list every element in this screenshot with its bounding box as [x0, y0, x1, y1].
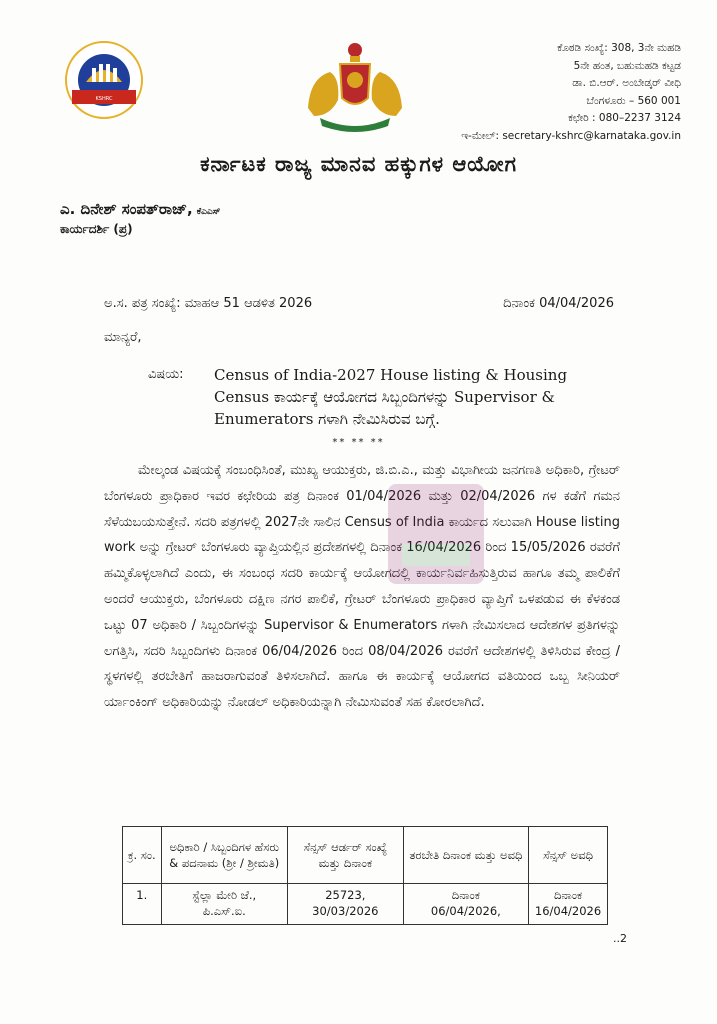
header-serial: ಕ್ರ. ಸಂ.	[123, 827, 162, 884]
address-line: ಬೆಂಗಳೂರು – 560 001	[586, 94, 681, 107]
address-email[interactable]: ಇ-ಮೇಲ್: secretary-kshrc@karnataka.gov.in	[461, 129, 681, 142]
address-line: ಡಾ. ಬಿ.ಆರ್. ಅಂಬೇಡ್ಕರ್ ವೀಧಿ	[572, 77, 681, 89]
letter-reference: ಅ.ಸ. ಪತ್ರ ಸಂಖ್ಯೆ: ಮಾಹಆ 51 ಆಡಳಿತ 2026	[104, 296, 313, 311]
address-line: 5ನೇ ಹಂತ, ಬಹುಮಹಡಿ ಕಟ್ಟಡ	[573, 59, 681, 72]
training-label: ದಿನಾಂಕ	[451, 888, 480, 902]
order-number: 25723,	[325, 888, 366, 902]
cell-order	[288, 884, 404, 925]
reference-line	[104, 296, 614, 311]
letter-date: ದಿನಾಂಕ 04/04/2026	[503, 296, 614, 311]
page-continuation: ..2	[613, 932, 627, 945]
subject-text: Census of India-2027 House listing & Housing Census ಕಾರ್ಯಕ್ಕೆ ಆಯೋಗದ ಸಿಬ್ಬಂದಿಗಳನ್ನು Supervisor & Enumerators ಗಳಾಗಿ ನೇಮಿಸಿರುವ ಬಗ್ಗೆ.	[214, 366, 568, 428]
header-census: ಸೆನ್ಸಸ್ ಅವಧಿ	[529, 827, 608, 884]
officer-block	[60, 200, 220, 237]
census-label: ದಿನಾಂಕ	[553, 888, 583, 902]
letter-body: ಮೇಲ್ಕಂಡ ವಿಷಯಕ್ಕೆ ಸಂಬಂಧಿಸಿಂತೆ, ಮುಖ್ಯ ಆಯುಕ್ತರು, ಜಿ.ಬಿ.ಎ., ಮತ್ತು ವಿಭಾಗೀಯ ಜನಗಣತಿ ಅಧಿಕಾರಿ, ಗ್ರೇಟರ್ ಬೆಂಗಳೂರು ಪ್ರಾಧಿಕಾರ ಇವರ ಕಛೇರಿಯ ಪತ್ರ ದಿನಾಂಕ 01/04/2026 ಮತ್ತು 02/04/2026 ಗಳ ಕಡೆಗೆ ಗಮನ ಸೆಳೆಯಬಯಸುತ್ತೇನೆ. ಸದರಿ ಪತ್ರಗಳಲ್ಲಿ 2027ನೇ ಸಾಲಿನ Census of India ಕಾರ್ಯದ ಸಲುವಾಗಿ House listing work ಅನ್ನು ಗ್ರೇಟರ್ ಬೆಂಗಳೂರು ವ್ಯಾಪ್ತಿಯಲ್ಲಿನ ಪ್ರದೇಶಗಳಲ್ಲಿ ದಿನಾಂಕ 16/04/2026 ರಿಂದ 15/05/2026 ರವರೆಗೆ ಹಮ್ಮಿಕೊಳ್ಳಲಾಗಿದೆ ಎಂದು, ಈ ಸಂಬಂಧ ಸದರಿ ಕಾರ್ಯಕ್ಕೆ ಆಯೋಗದಲ್ಲಿ ಕಾರ್ಯನಿರ್ವಹಿಸುತ್ತಿರುವ ಹಾಗೂ ತಮ್ಮ ಪಾಲಿಕೆಗೆ ಅಂದರೆ ಆಯುಕ್ತರು, ಬೆಂಗಳೂರು ದಕ್ಷಿಣ ನಗರ ಪಾಲಿಕೆ, ಗ್ರೇಟರ್ ಬೆಂಗಳೂರು ಪ್ರಾಧಿಕಾರ ವ್ಯಾಪ್ತಿಗೆ ಒಳಪಡುವ ಈ ಕೆಳಕಂಡ ಒಟ್ಟು 07 ಅಧಿಕಾರಿ / ಸಿಬ್ಬಂದಿಗಳನ್ನು Supervisor & Enumerators ಗಳಾಗಿ ನೇಮಿಸಲಾದ ಆದೇಶಗಳ ಪ್ರತಿಗಳನ್ನು ಲಗತ್ತಿಸಿ, ಸದರಿ ಸಿಬ್ಬಂದಿಗಳು ದಿನಾಂಕ 06/04/2026 ರಿಂದ 08/04/2026 ರವರೆಗೆ ಆದೇಶಗಳಲ್ಲಿ ತಿಳಿಸಿರುವ ಕೇಂದ್ರ / ಸ್ಥಳಗಳಲ್ಲಿ ತರಬೇತಿಗೆ ಹಾಜರಾಗುವಂತೆ ತಿಳಿಸಲಾಗಿದೆ. ಹಾಗೂ ಈ ಕಾರ್ಯಕ್ಕೆ ಆಯೋಗದ ವತಿಯಿಂದ ಒಬ್ಬ ಸೀನಿಯರ್ ರ್ಯಾಂಕಿಂಗ್ ಅಧಿಕಾರಿಯನ್ನು ನೋಡಲ್ ಅಧಿಕಾರಿಯನ್ನಾಗಿ ನೇಮಿಸುವಂತೆ ಸಹ ಕೋರಲಾಗಿದೆ.	[104, 463, 620, 711]
officer-service: ಕೆಎಎಸ್	[196, 207, 221, 217]
watermark-logo	[388, 484, 484, 584]
staff-name: ಸ್ಟೆಲ್ಲಾ ಮೇರಿ ಜೆ.,	[192, 888, 257, 902]
cell-census	[529, 884, 608, 925]
cell-training	[403, 884, 528, 925]
header-training: ತರಬೇತಿ ದಿನಾಂಕ ಮತ್ತು ಅವಧಿ	[403, 827, 528, 884]
header-order: ಸೆನ್ಸಸ್ ಆರ್ಡರ್ ಸಂಖ್ಯೆ ಮತ್ತು ದಿನಾಂಕ	[288, 827, 404, 884]
officer-designation: ಕಾರ್ಯದರ್ಶಿ (ಪ್ರ)	[60, 222, 133, 236]
table-header-row	[123, 827, 608, 884]
training-date: 06/04/2026,	[430, 904, 501, 918]
staff-designation: ಪಿ.ಎಸ್.ಐ.	[202, 904, 246, 918]
kshrc-logo	[62, 40, 146, 124]
karnataka-emblem	[300, 38, 410, 138]
staff-table	[122, 826, 608, 925]
address-phone: ಕಛೇರಿ : 080–2237 3124	[568, 112, 681, 124]
separator-stars: ** ** **	[332, 437, 385, 448]
order-date: 30/03/2026	[312, 904, 379, 918]
census-date: 16/04/2026	[534, 904, 602, 918]
svg-text:KSHRC: KSHRC	[95, 96, 113, 102]
cell-name	[161, 884, 288, 925]
table-row	[123, 884, 608, 925]
officer-name-line	[60, 200, 220, 218]
officer-name: ಎ. ದಿನೇಶ್ ಸಂಪತ್‌ರಾಜ್,	[60, 200, 193, 218]
address-line: ಕೊಠಡಿ ಸಂಖ್ಯೆ: 308, 3ನೇ ಮಹಡಿ	[557, 42, 681, 54]
subject-block	[148, 364, 618, 430]
header-name: ಅಧಿಕಾರಿ / ಸಿಬ್ಬಂದಿಗಳ ಹೆಸರು & ಪದನಾಮ (ಶ್ರೀ / ಶ್ರೀಮತಿ)	[161, 827, 288, 884]
organization-title: ಕರ್ನಾಟಕ ರಾಜ್ಯ ಮಾನವ ಹಕ್ಕುಗಳ ಆಯೋಗ	[200, 152, 517, 176]
subject-label: ವಿಷಯ:	[148, 367, 184, 382]
salutation: ಮಾನ್ಯರೆ,	[104, 330, 142, 345]
cell-serial: 1.	[123, 884, 162, 925]
office-address	[461, 40, 681, 145]
